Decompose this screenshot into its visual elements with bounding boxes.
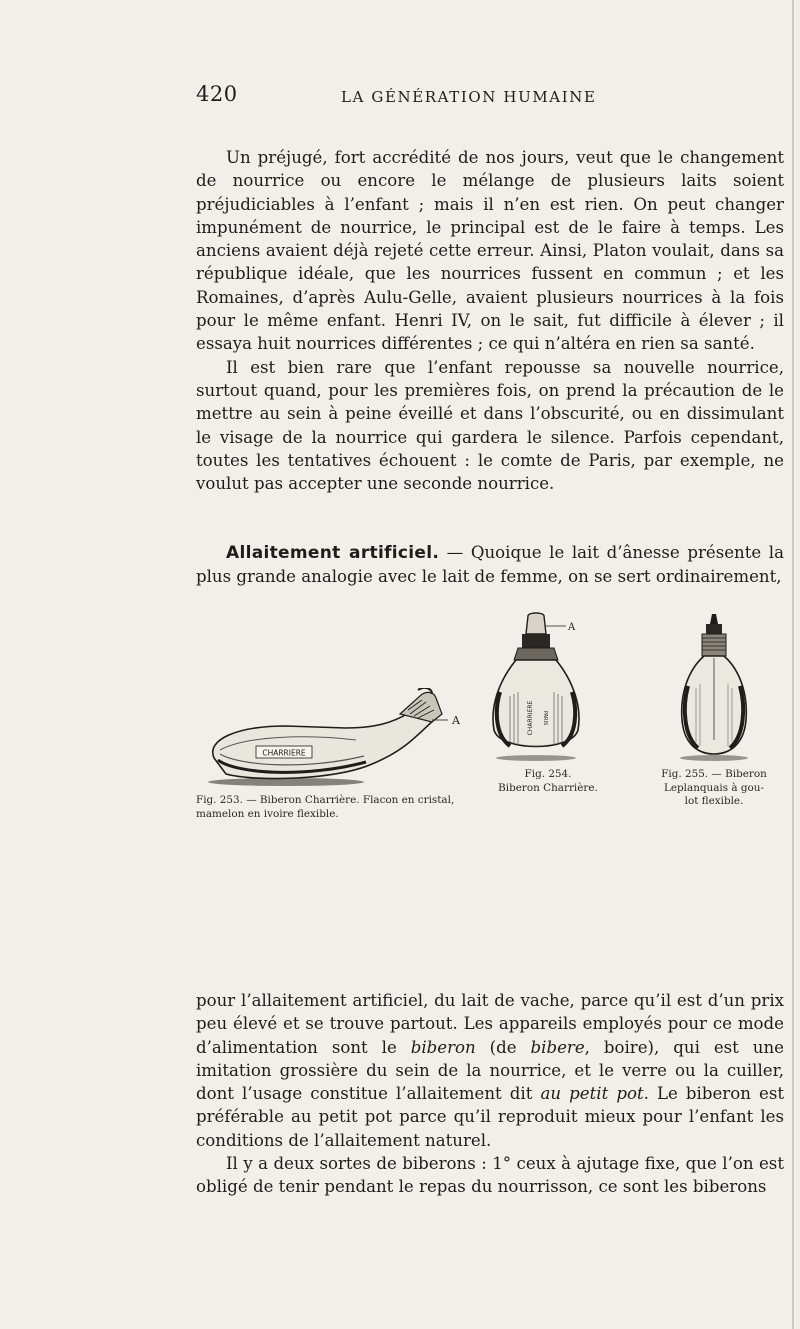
paragraph-allaitement-intro (196, 541, 784, 589)
page-edge (792, 0, 794, 1329)
label-a: A (568, 622, 576, 633)
text-run: , boire), qui est une imitation grossière du sein de la nourrice, et le verre ou la cuiller, dont l’usage constitue l’allaitement dit (196, 1037, 784, 1104)
italic-term-biberon: biberon (410, 1037, 476, 1057)
figure-254-caption-line1: Fig. 254. (524, 768, 572, 780)
text-run: . Le biberon est préférable au petit pot parce qu’il reproduit mieux pour l’enfant les conditions de l’allaitement naturel. (196, 1084, 785, 1150)
italic-term-bibere: bibere (530, 1037, 585, 1057)
running-title: LA GÉNÉRATION HUMAINE (341, 88, 597, 106)
paragraph-deux-sortes: Il y a deux sortes de biberons : 1° ceux à ajutage fixe, que l’on est obligé de tenir pendant le repas du nourrisson, ce sont les biberons (196, 1154, 784, 1197)
bottle-charriere-round-illustration (488, 612, 608, 762)
engraved-label: CHARRIERE (262, 748, 306, 758)
page-header (196, 82, 796, 112)
paragraph-allaitement-continued (196, 989, 784, 1152)
figure-255-caption (642, 768, 786, 809)
page-number: 420 (196, 82, 238, 106)
figure-255-caption-line1: Fig. 255. — Biberon (661, 768, 767, 780)
figure-254-caption (488, 768, 608, 795)
figure-253-caption: Fig. 253. — Biberon Charrière. Flacon en cristal, mamelon en ivoire flexible. (196, 794, 455, 820)
section-allaitement (196, 541, 784, 589)
figure-255 (642, 612, 786, 809)
paragraph-allaitement-text: — Quoique le lait d’ânesse présente la plus grande analogie avec le lait de femme, on se sert ordinairement, (196, 543, 784, 587)
figures-row (196, 612, 786, 972)
engraved-label: CHARRIERE (527, 700, 534, 736)
engraved-label-paris: PARIS (542, 710, 548, 726)
text-block-bottom (196, 989, 784, 1199)
paragraph-repousse: Il est bien rare que l’enfant repousse sa nouvelle nourrice, surtout quand, pour les premières fois, on prend la précaution de le mettre au sein à peine éveillé et dans l’obscurité, ou en dissimulant le visage de la nourrice qui gardera le silence. Parfois cependant, toutes les tentatives échouent : le comte de Paris, par exemple, ne voulut pas accepter une seconde nourrice. (196, 357, 784, 494)
figure-255-caption-line3: lot flexible. (684, 795, 744, 807)
label-a: A (452, 714, 460, 727)
figure-254 (488, 612, 608, 795)
figure-254-caption-line2: Biberon Charrière. (498, 781, 598, 794)
bottle-charriere-flat-illustration (196, 688, 476, 788)
figure-253 (196, 688, 476, 821)
paragraph-prejuge: Un préjugé, fort accrédité de nos jours, veut que le changement de nourrice ou encore le mélange de plusieurs laits soient préjudiciables à l’enfant ; mais il n’en est rien. On peut changer impunément de nourrice, le principal est de le faire à temps. Les anciens avaient déjà rejeté cette erreur. Ainsi, Platon voulait, dans sa république idéale, que les nourrices fussent en commun ; et les Romaines, d’après Aulu-Gelle, avaient plusieurs nourrices à la fois pour le même enfant. Henri IV, on le sait, fut difficile à élever ; il essaya huit nourrices différentes ; ce qui n’altéra en rien sa santé. (196, 148, 784, 354)
bottle-leplanquais-illustration (642, 612, 786, 762)
italic-term-petit-pot: au petit pot (540, 1084, 644, 1104)
figure-255-caption-line2: Leplanquais à gou- (663, 781, 764, 794)
text-run: (de (475, 1037, 531, 1057)
text-block-top (196, 146, 784, 495)
section-heading: Allaitement artificiel. (226, 543, 440, 563)
text-run: pour l’allaitement artificiel, du lait de vache, parce qu’il est d’un prix peu élevé et se trouve partout. Les appareils employés pour ce mode d’alimentation sont le (196, 991, 784, 1057)
